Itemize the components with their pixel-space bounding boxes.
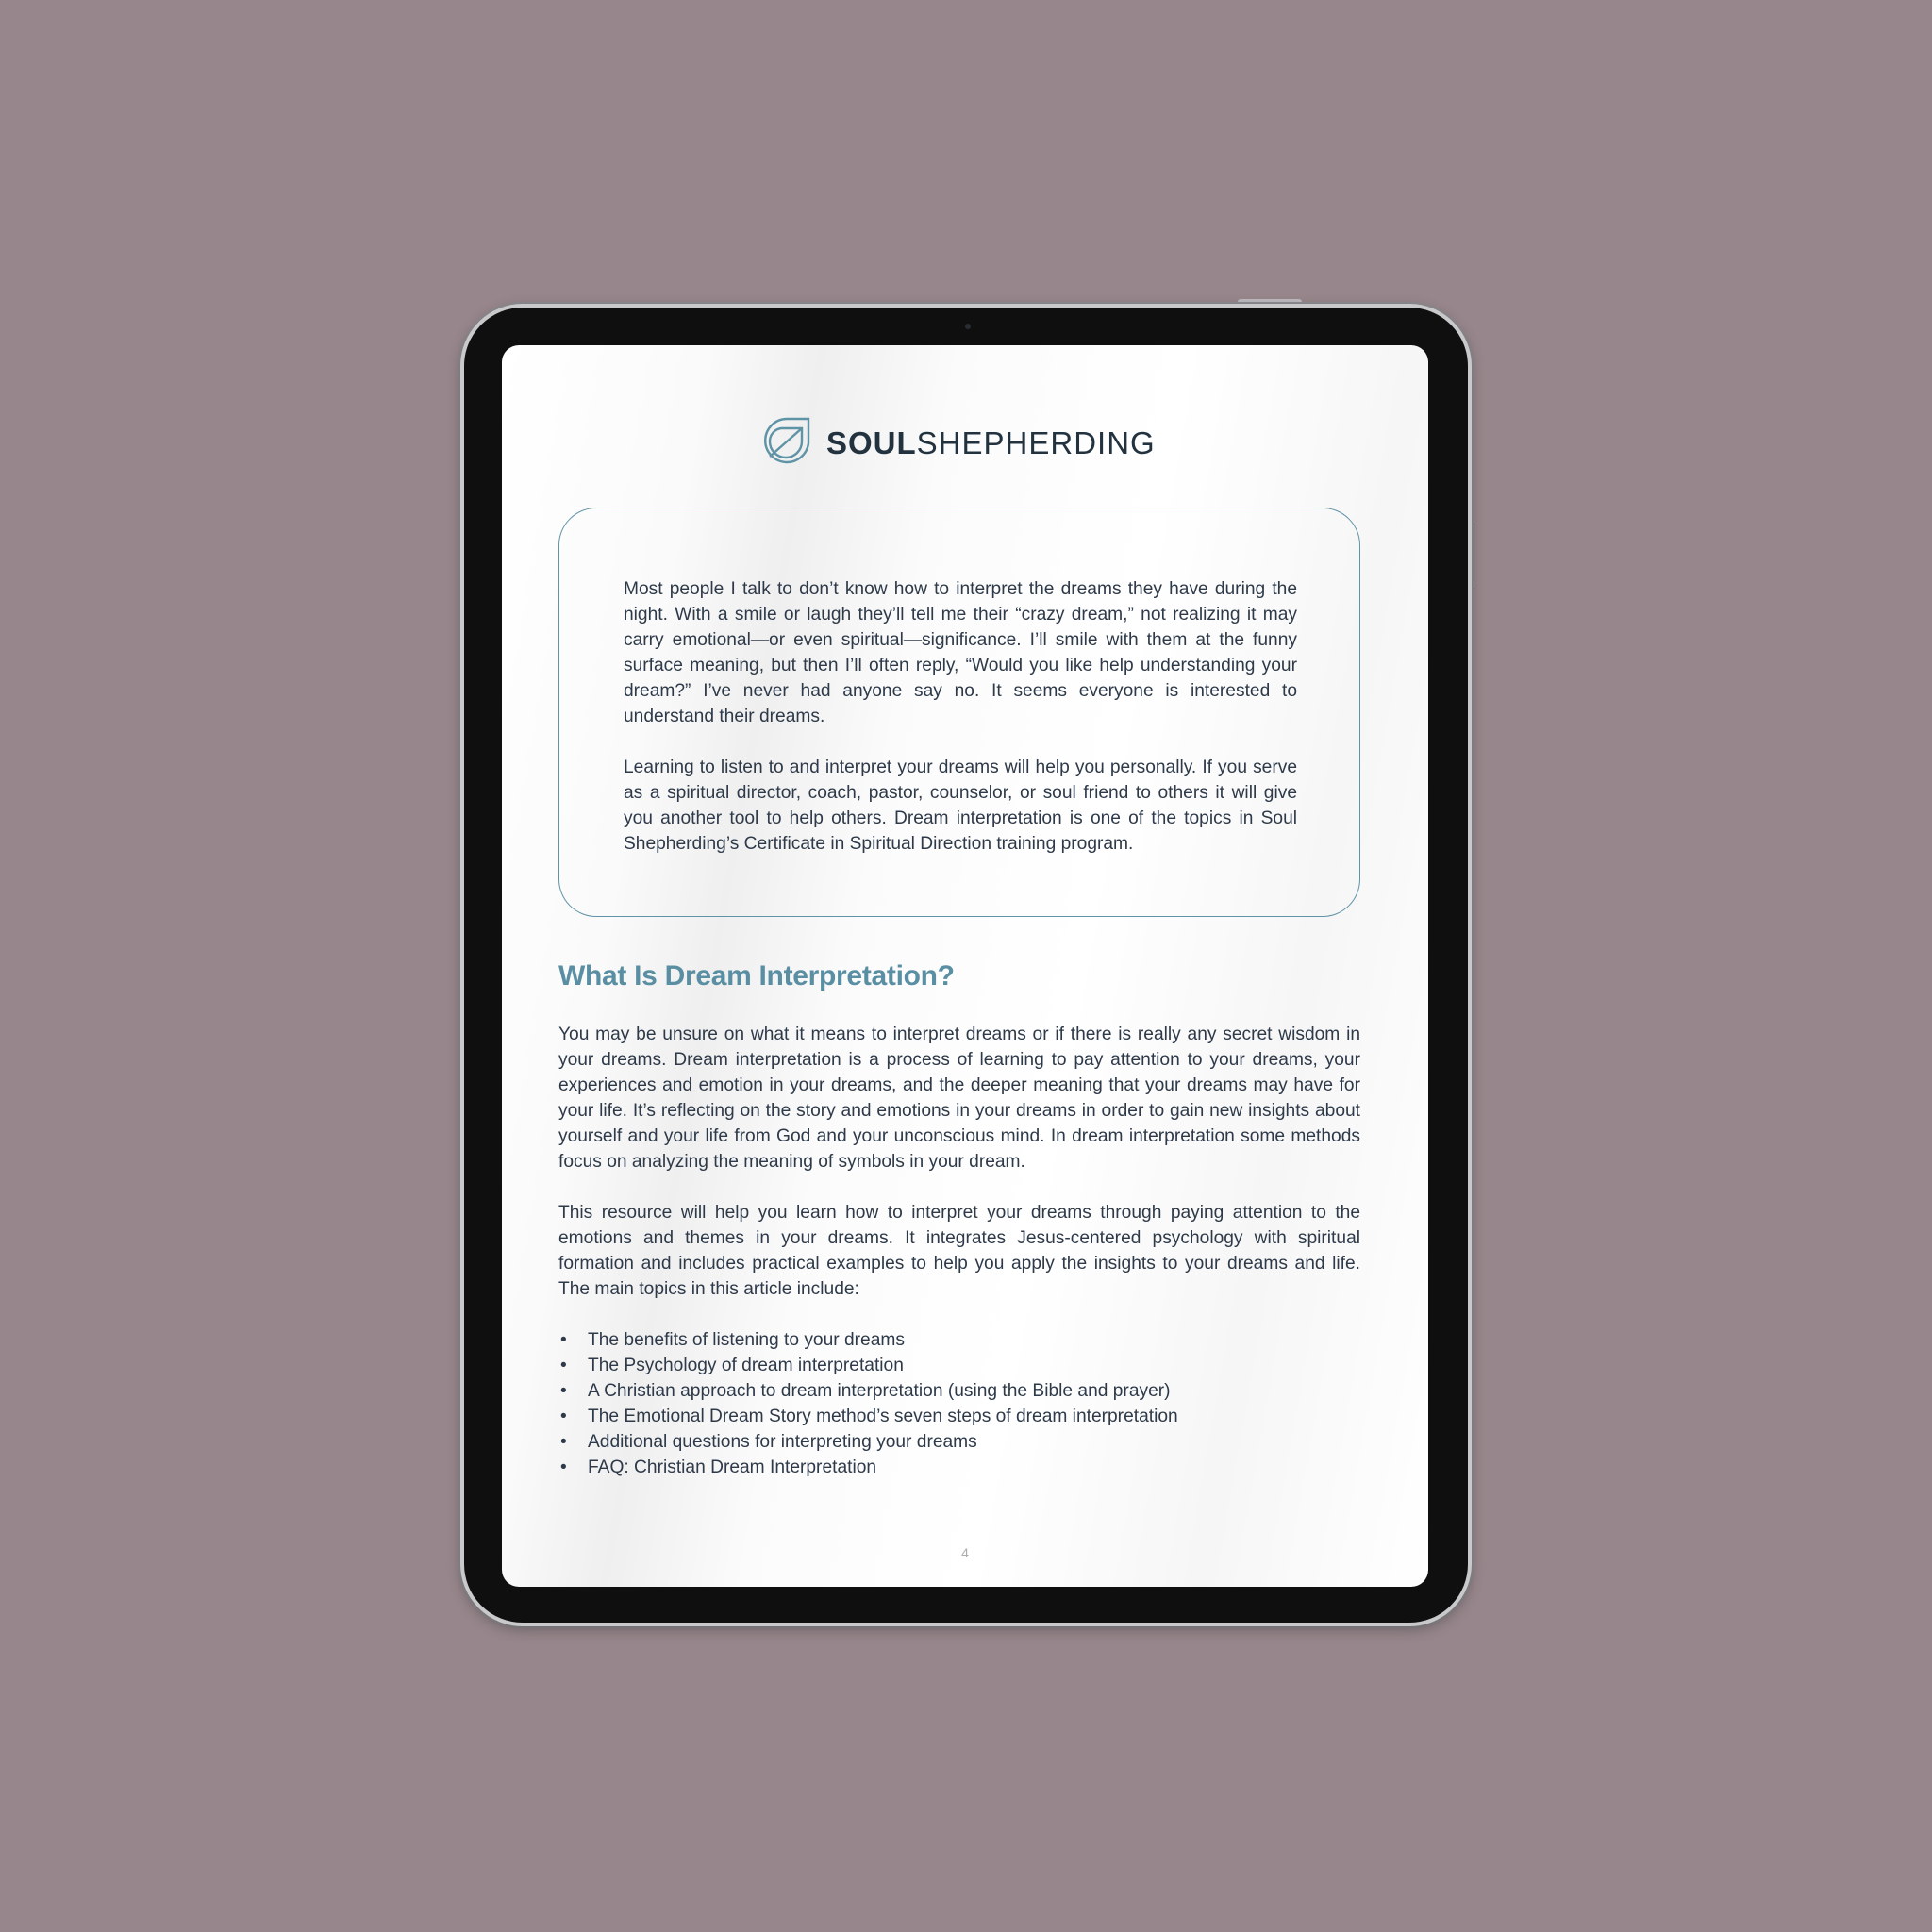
intro-text xyxy=(624,576,1297,882)
logo-wordmark xyxy=(826,425,1156,461)
body-paragraph-2: This resource will help you learn how to interpret your dreams through paying attention to the emotions and themes in your dreams. It integrates Jesus-centered psychology with spiritual formation and includes practical examples to help you apply the insights to your dreams and life. The main topics in this article include: xyxy=(558,1203,1360,1299)
list-item: • Additional questions for interpreting your dreams xyxy=(558,1429,1360,1455)
topics-list xyxy=(558,1327,1360,1480)
page-number: 4 xyxy=(961,1545,969,1560)
logo-word-shepherding: SHEPHERDING xyxy=(916,425,1156,460)
intro-callout-box xyxy=(558,508,1360,917)
leaf-logo-icon xyxy=(758,415,815,472)
list-item: • The Emotional Dream Story method’s seven steps of dream interpretation xyxy=(558,1404,1360,1429)
list-item: • The Psychology of dream interpretation xyxy=(558,1353,1360,1378)
list-item: • FAQ: Christian Dream Interpretation xyxy=(558,1455,1360,1480)
section-body xyxy=(558,1022,1360,1480)
logo-word-soul: SOUL xyxy=(826,425,917,460)
intro-paragraph-1: Most people I talk to don’t know how to interpret the dreams they have during the night. With a smile or laugh they’ll tell me their “crazy dream,” not realizing it may carry emotional—or even spiritual—significance. I’ll smile with them at the funny surface meaning, but then I’ll often reply, “Would you like help understanding your dream?” I’ve never had anyone say no. It seems everyone is interested to understand their dreams. xyxy=(624,579,1297,726)
soul-shepherding-logo xyxy=(758,415,1156,472)
section-heading: What Is Dream Interpretation? xyxy=(558,960,955,991)
intro-paragraph-2: Learning to listen to and interpret your dreams will help you personally. If you serve as a spiritual director, coach, pastor, counselor, or soul friend to others it will give you another tool to help others. Dream interpretation is one of the topics in Soul Shepherding’s Certificate in Spiritual Direction training program. xyxy=(624,758,1297,854)
list-item: • The benefits of listening to your dreams xyxy=(558,1327,1360,1353)
camera-icon xyxy=(965,324,971,329)
document-page[interactable] xyxy=(502,345,1428,1587)
list-item: • A Christian approach to dream interpretation (using the Bible and prayer) xyxy=(558,1378,1360,1404)
body-paragraph-1: You may be unsure on what it means to interpret dreams or if there is really any secret wisdom in your dreams. Dream interpretation is a process of learning to pay attention to your dreams, your experiences and emotion in your dreams, and the deeper meaning that your dreams may have for your life. It’s reflecting on the story and emotions in your dreams in order to gain new insights about yourself and your life from God and your unconscious mind. In dream interpretation some methods focus on analyzing the meaning of symbols in your dream. xyxy=(558,1024,1360,1172)
